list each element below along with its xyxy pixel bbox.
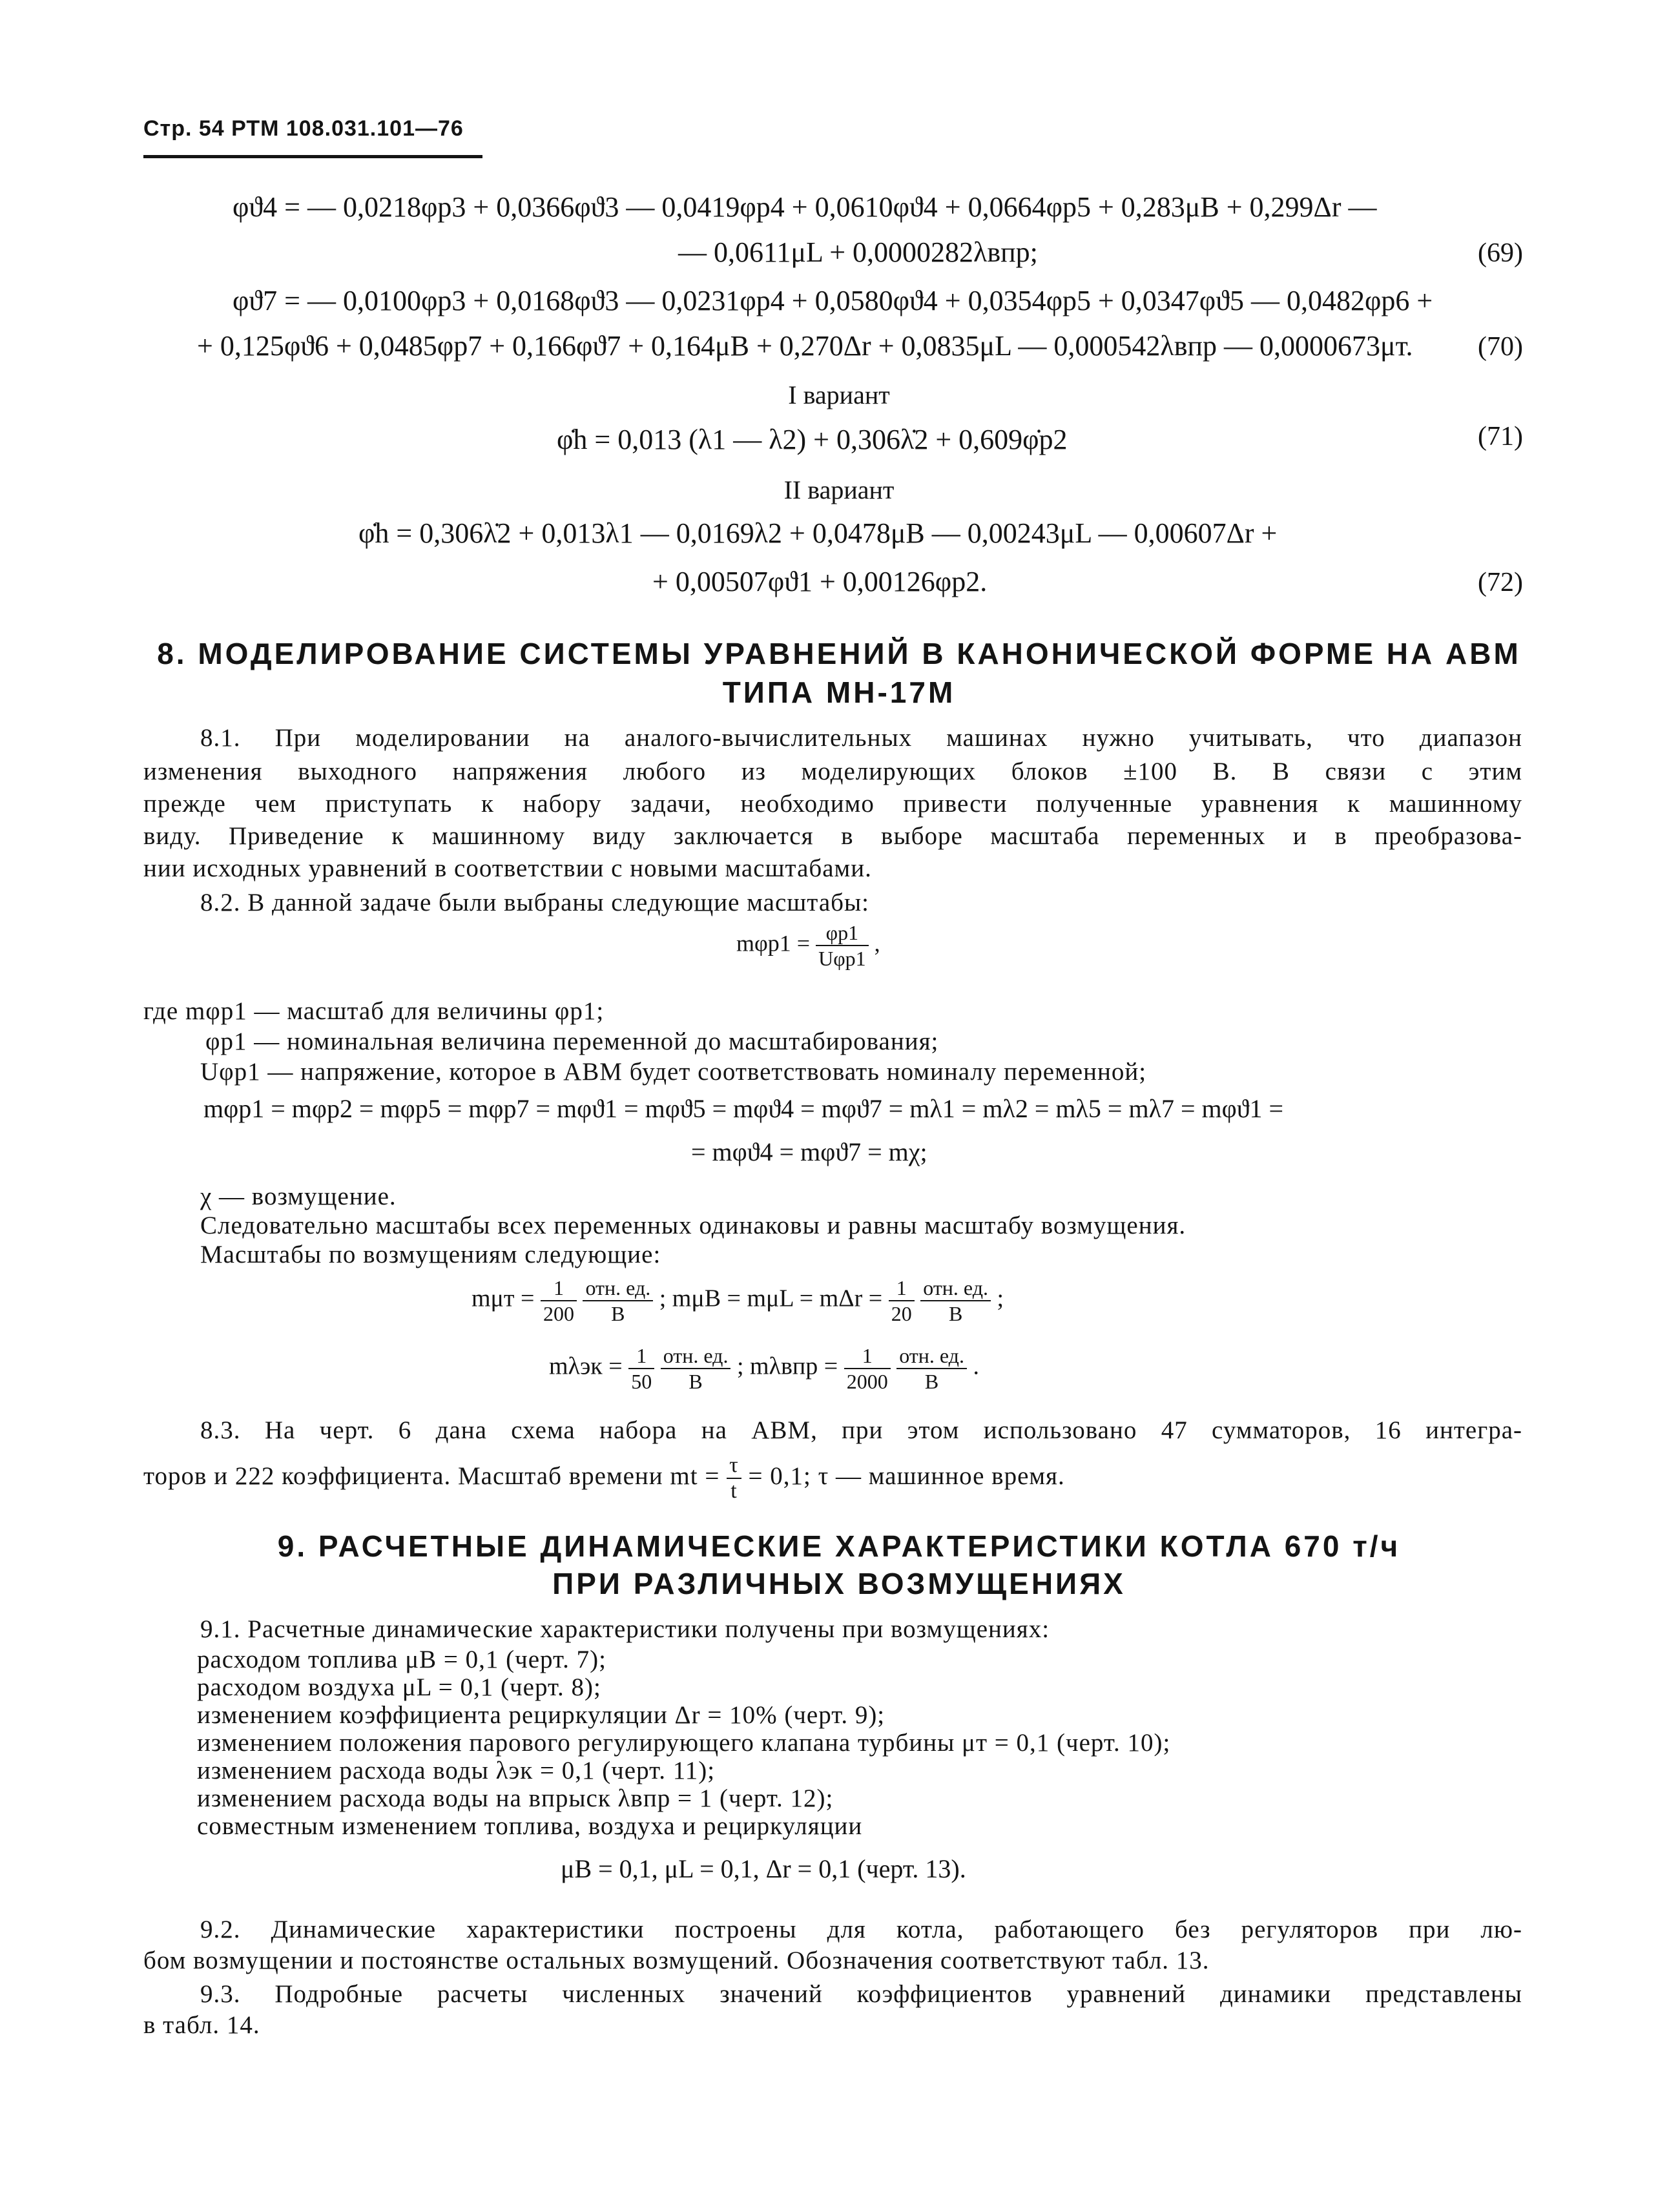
unit-denominator: В: [924, 1370, 939, 1393]
equation-69-line-1: φϑ4 = — 0,0218φp3 + 0,0366φϑ3 — 0,0419φp4 + 0,0610φϑ4 + 0,0664φp5 + 0,283μB + 0,299Δr —: [233, 191, 1377, 223]
unit-fraction: [896, 1343, 967, 1394]
unit-numerator: отн. ед.: [661, 1343, 731, 1369]
disturbance-scales-intro: Масштабы по возмущениям следующие:: [200, 1241, 661, 1268]
fraction-numerator: 1: [844, 1343, 891, 1369]
variant-1-label: I вариант: [788, 380, 890, 409]
header-rule: [143, 155, 482, 158]
equation-70-line-2: + 0,125φϑ6 + 0,0485φp7 + 0,166φϑ7 + 0,164μB + 0,270Δr + 0,0835μL — 0,000542λвпр — 0,0000673μт.: [197, 330, 1413, 362]
unit-fraction: [920, 1276, 991, 1326]
paragraph-9-3-line-2: в табл. 14.: [143, 2011, 260, 2039]
where-line-3: Uφp1 — напряжение, которое в АВМ будет соответствовать номиналу переменной;: [200, 1058, 1147, 1086]
equation-70-line-1: φϑ7 = — 0,0100φp3 + 0,0168φϑ3 — 0,0231φp4 + 0,0580φϑ4 + 0,0354φp5 + 0,0347φϑ5 — 0,0482φp6 +: [233, 285, 1433, 316]
scale-formula-fraction: [816, 920, 869, 971]
scale-mu-t-lhs: mμт =: [471, 1285, 535, 1312]
list-item: изменением положения парового регулирующего клапана турбины μт = 0,1 (черт. 10);: [197, 1729, 1171, 1757]
section-8-title-line-1: 8. МОДЕЛИРОВАНИЕ СИСТЕМЫ УРАВНЕНИЙ В КАНОНИЧЕСКОЙ ФОРМЕ НА АВМ: [157, 637, 1521, 670]
list-item: изменением коэффициента рециркуляции Δr = 10% (черт. 9);: [197, 1701, 886, 1729]
disturbance-scales-line-2: [549, 1343, 979, 1394]
time-scale-fraction: [727, 1453, 741, 1504]
time-scale-numerator: τ: [727, 1453, 741, 1479]
scale-lambda-ek-lhs: mλэк =: [549, 1352, 623, 1380]
list-item: изменением расхода воды λэк = 0,1 (черт. 11);: [197, 1757, 716, 1784]
disturbance-scales-line-1: [471, 1276, 1004, 1326]
paragraph-8-1-line-3: прежде чем приступать к набору задачи, необходимо привести полученные уравнения к машинному: [143, 790, 1522, 818]
equation-71: φ̇h = 0,013 (λ1 — λ2) + 0,306λ̇2 + 0,609φ̇p2: [557, 424, 1068, 455]
fraction-1-200: [541, 1276, 577, 1326]
fraction-1-2000: [844, 1343, 891, 1394]
scale-formula: [736, 920, 880, 971]
chi-definition: χ — возмущение.: [200, 1183, 397, 1210]
fraction-numerator: 1: [628, 1343, 654, 1369]
scale-equality-line-1: mφp1 = mφp2 = mφp5 = mφp7 = mφϑ1 = mφϑ5 = mφϑ4 = mφϑ7 = mλ1 = mλ2 = mλ5 = mλ7 = mφϑ1 =: [203, 1094, 1284, 1123]
equation-69-line-2: — 0,0611μL + 0,0000282λвпр;: [678, 236, 1038, 268]
equation-72-line-1: φ̇h = 0,306λ̇2 + 0,013λ1 — 0,0169λ2 + 0,0478μB — 0,00243μL — 0,00607Δr +: [358, 517, 1278, 549]
list-item: изменением расхода воды на впрыск λвпр = 1 (черт. 12);: [197, 1784, 834, 1812]
unit-denominator: В: [611, 1302, 625, 1325]
fraction-denominator: 2000: [846, 1370, 888, 1393]
equation-number-72: (72): [1478, 568, 1523, 597]
paragraph-8-3-text-a: торов и 222 коэффициента. Масштаб времени mt =: [143, 1462, 720, 1490]
unit-fraction: [661, 1343, 731, 1394]
paragraph-9-2-line-2: бом возмущении и постоянстве остальных возмущений. Обозначения соответствуют табл. 13.: [143, 1947, 1210, 1974]
unit-fraction: [583, 1276, 653, 1326]
scale-mu-b-lhs: ; mμB = mμL = mΔr =: [659, 1285, 883, 1312]
unit-numerator: отн. ед.: [920, 1276, 991, 1301]
combined-disturbance: μB = 0,1, μL = 0,1, Δr = 0,1 (черт. 13).: [561, 1854, 966, 1883]
separator: ;: [997, 1285, 1004, 1312]
list-item: расходом топлива μB = 0,1 (черт. 7);: [197, 1646, 606, 1673]
consequence-text: Следовательно масштабы всех переменных одинаковы и равны масштабу возмущения.: [200, 1212, 1186, 1239]
equation-72-line-2: + 0,00507φϑ1 + 0,00126φp2.: [652, 566, 988, 597]
paragraph-8-1-line-5: нии исходных уравнений в соответствии с новыми масштабами.: [143, 854, 872, 882]
paragraph-8-3-text-b: = 0,1; τ — машинное время.: [748, 1462, 1065, 1490]
paragraph-8-3-line-1: 8.3. На черт. 6 дана схема набора на АВМ, при этом использовано 47 сумматоров, 16 интегра-: [200, 1416, 1522, 1444]
scale-formula-tail: ,: [874, 930, 880, 956]
fraction-denominator: 200: [543, 1302, 574, 1325]
fraction-numerator: 1: [541, 1276, 577, 1301]
where-line-1: где mφp1 — масштаб для величины φp1;: [143, 997, 605, 1025]
scale-formula-numerator: φp1: [816, 920, 869, 946]
paragraph-8-3-line-2: [143, 1453, 1065, 1504]
fraction-1-20: [889, 1276, 915, 1326]
fraction-denominator: 20: [891, 1302, 912, 1325]
fraction-denominator: 50: [631, 1370, 652, 1393]
paragraph-8-1-line-1: 8.1. При моделировании на аналого-вычислительных машинах нужно учитывать, что диапазон: [200, 724, 1522, 752]
paragraph-9-2-line-1: 9.2. Динамические характеристики построены для котла, работающего без регуляторов при лю-: [200, 1916, 1522, 1943]
scale-formula-lhs: mφp1 =: [736, 930, 811, 956]
disturbance-list: [197, 1646, 1170, 1840]
equation-number-71: (71): [1478, 422, 1523, 451]
paragraph-8-1-line-4: виду. Приведение к машинному виду заключается в выборе масштаба переменных и в преобразова-: [143, 822, 1522, 850]
scale-formula-denominator: Uφp1: [818, 947, 866, 970]
time-scale-denominator: t: [730, 1479, 738, 1503]
paragraph-9-3-line-1: 9.3. Подробные расчеты численных значений коэффициентов уравнений динамики представлены: [200, 1980, 1522, 2008]
equation-number-70: (70): [1478, 332, 1523, 362]
scale-lambda-vpr-lhs: ; mλвпр =: [736, 1352, 838, 1380]
page-header: Стр. 54 РТМ 108.031.101—76: [143, 116, 464, 141]
fraction-numerator: 1: [889, 1276, 915, 1301]
list-item: расходом воздуха μL = 0,1 (черт. 8);: [197, 1673, 601, 1701]
section-9-title-line-2: ПРИ РАЗЛИЧНЫХ ВОЗМУЩЕНИЯХ: [552, 1567, 1126, 1600]
equation-number-69: (69): [1478, 238, 1523, 268]
paragraph-8-1-line-2: изменения выходного напряжения любого из моделирующих блоков ±100 В. В связи с этим: [143, 758, 1522, 785]
terminator: .: [973, 1352, 979, 1380]
section-8-title-line-2: ТИПА МН-17М: [722, 676, 956, 709]
paragraph-9-1: 9.1. Расчетные динамические характеристики получены при возмущениях:: [200, 1615, 1050, 1643]
where-line-2: φp1 — номинальная величина переменной до масштабирования;: [205, 1028, 939, 1055]
list-item: совместным изменением топлива, воздуха и рециркуляции: [197, 1812, 863, 1840]
unit-numerator: отн. ед.: [583, 1276, 653, 1301]
fraction-1-50: [628, 1343, 654, 1394]
paragraph-8-2: 8.2. В данной задаче были выбраны следующие масштабы:: [200, 889, 870, 916]
variant-2-label: II вариант: [783, 475, 895, 504]
unit-denominator: В: [948, 1302, 963, 1325]
scale-equality-line-2: = mφϑ4 = mφϑ7 = mχ;: [691, 1137, 927, 1166]
unit-numerator: отн. ед.: [896, 1343, 967, 1369]
unit-denominator: В: [689, 1370, 703, 1393]
section-9-title-line-1: 9. РАСЧЕТНЫЕ ДИНАМИЧЕСКИЕ ХАРАКТЕРИСТИКИ КОТЛА 670 т/ч: [277, 1529, 1401, 1563]
